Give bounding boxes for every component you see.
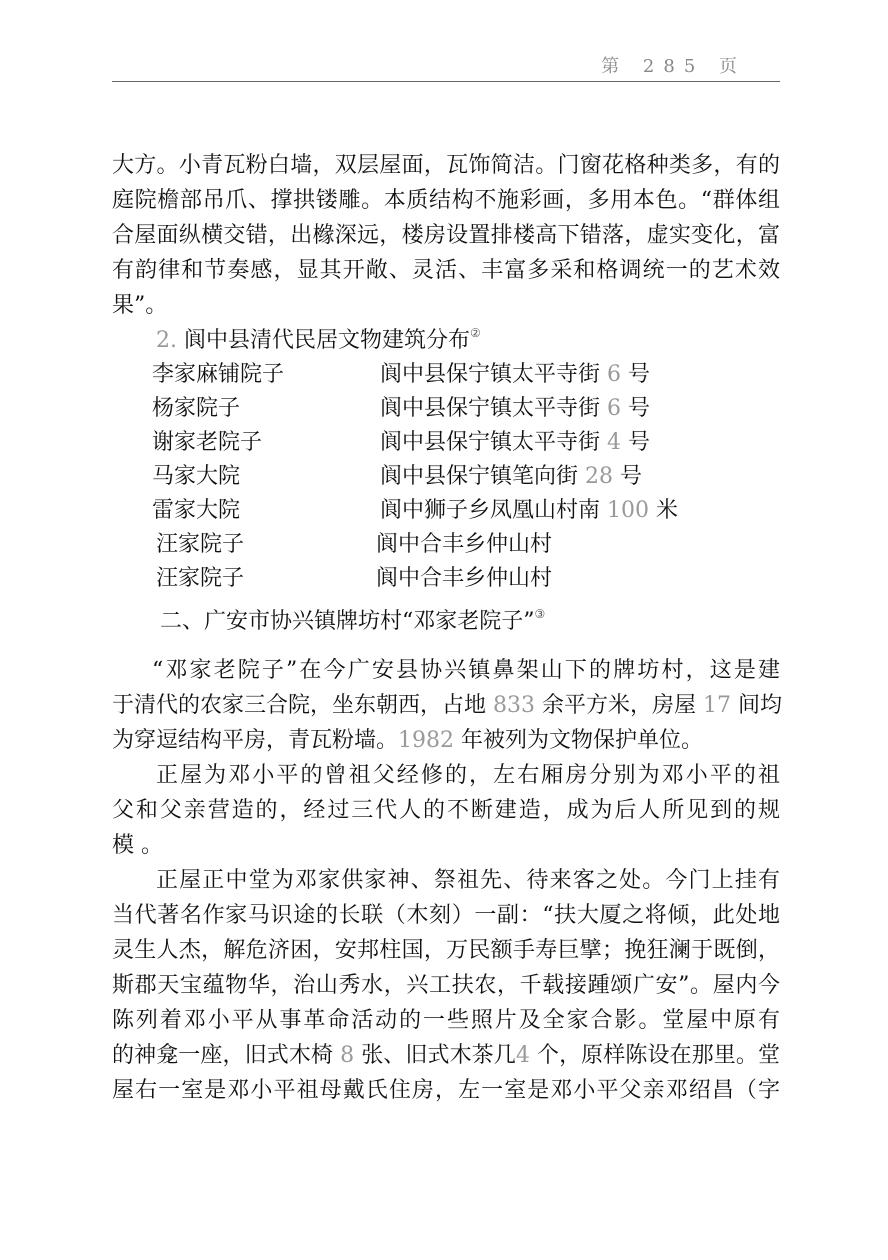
text-line: 的神龛一座，旧式木椅 8 张、旧式木茶几4 个，原样陈设在那里。堂 [112,1043,780,1068]
section-heading [112,604,780,639]
page-body [112,148,783,1108]
text-line: 为穿逗结构平房，青瓦粉墙。1982 年被列为文物保护单位。 [112,728,704,753]
building-address: 阆中合丰乡仲山村 [376,532,553,557]
section-heading-text: 二、广安市协兴镇牌坊村“邓家老院子” [160,609,535,634]
text-line: 正屋正中堂为邓家供家神、祭祖先、待来客之处。今门上挂有 [156,868,780,893]
text-line: 父和父亲营造的，经过三代人的不断建造，成为后人所见到的规 [112,798,780,823]
building-address: 阆中合丰乡仲山村 [376,566,553,591]
list-item [112,460,780,494]
paragraph-architecture [112,148,780,323]
paragraph-hall [112,863,780,1108]
building-name: 汪家院子 [156,566,245,591]
footnote-marker: ② [470,326,481,340]
building-name: 汪家院子 [156,532,245,557]
text-line: 果”。 [112,293,168,318]
building-address: 阆中县保宁镇太平寺街 4 号 [380,430,651,455]
page-header [112,42,780,82]
header-rule [112,81,780,82]
building-address: 阆中狮子乡凤凰山村南 100 米 [380,498,679,523]
text-line: 陈列着邓小平从事革命活动的一些照片及全家合影。堂屋中原有 [112,1008,780,1033]
paragraph-deng-courtyard [112,653,783,758]
building-address: 阆中县保宁镇笔向街 28 号 [380,464,643,489]
text-line: 正屋为邓小平的曾祖父经修的，左右厢房分别为邓小平的祖 [156,763,780,788]
text-line: 模 。 [112,833,163,858]
paragraph-main-house [112,758,780,863]
building-name: 马家大院 [152,464,241,489]
text-line: 当代著名作家马识途的长联（木刻）一副：“扶大厦之将倾，此处地 [112,903,780,928]
text-line: “邓家老院子”在今广安县协兴镇鼻架山下的牌坊村，这是建 [152,658,780,683]
text-line: 有韵律和节奏感，显其开敞、灵活、丰富多采和格调统一的艺术效 [112,258,780,283]
list-item [112,494,780,528]
text-line: 合屋面纵横交错，出橼深远，楼房设置排楼高下错落，虚实变化，富 [112,223,780,248]
text-line: 灵生人杰，解危济困，安邦柱国，万民额手寿巨擘；挽狂澜于既倒， [112,938,780,963]
text-line: 于清代的农家三合院，坐东朝西，占地 833 余平方米，房屋 17 间均 [112,693,783,718]
building-name: 雷家大院 [152,498,241,523]
heading-text: 阆中县清代民居文物建筑分布 [184,328,471,353]
list-item [112,528,780,562]
section-heading-2 [112,323,780,358]
footnote-marker: ③ [534,607,546,621]
list-item [112,392,780,426]
building-name: 李家麻铺院子 [152,362,285,387]
list-item [112,358,780,392]
building-address: 阆中县保宁镇太平寺街 6 号 [380,396,651,421]
list-item [112,562,780,596]
building-name: 谢家老院子 [152,430,263,455]
page-number: 第 285 页 [601,56,746,77]
text-line: 屋右一室是邓小平祖母戴氏住房，左一室是邓小平父亲邓绍昌（字 [112,1078,780,1103]
heading-number: 2. [156,328,177,353]
text-line: 庭院檐部吊爪、撑拱镂雕。本质结构不施彩画，多用本色。“群体组 [112,188,780,213]
text-line: 大方。小青瓦粉白墙，双层屋面，瓦饰简洁。门窗花格种类多，有的 [112,153,780,178]
building-list [112,358,780,596]
building-name: 杨家院子 [152,396,241,421]
list-item [112,426,780,460]
text-line: 斯郡天宝蕴物华，治山秀水，兴工扶农，千载接踵颂广安”。屋内今 [112,973,780,998]
building-address: 阆中县保宁镇太平寺街 6 号 [380,362,651,387]
